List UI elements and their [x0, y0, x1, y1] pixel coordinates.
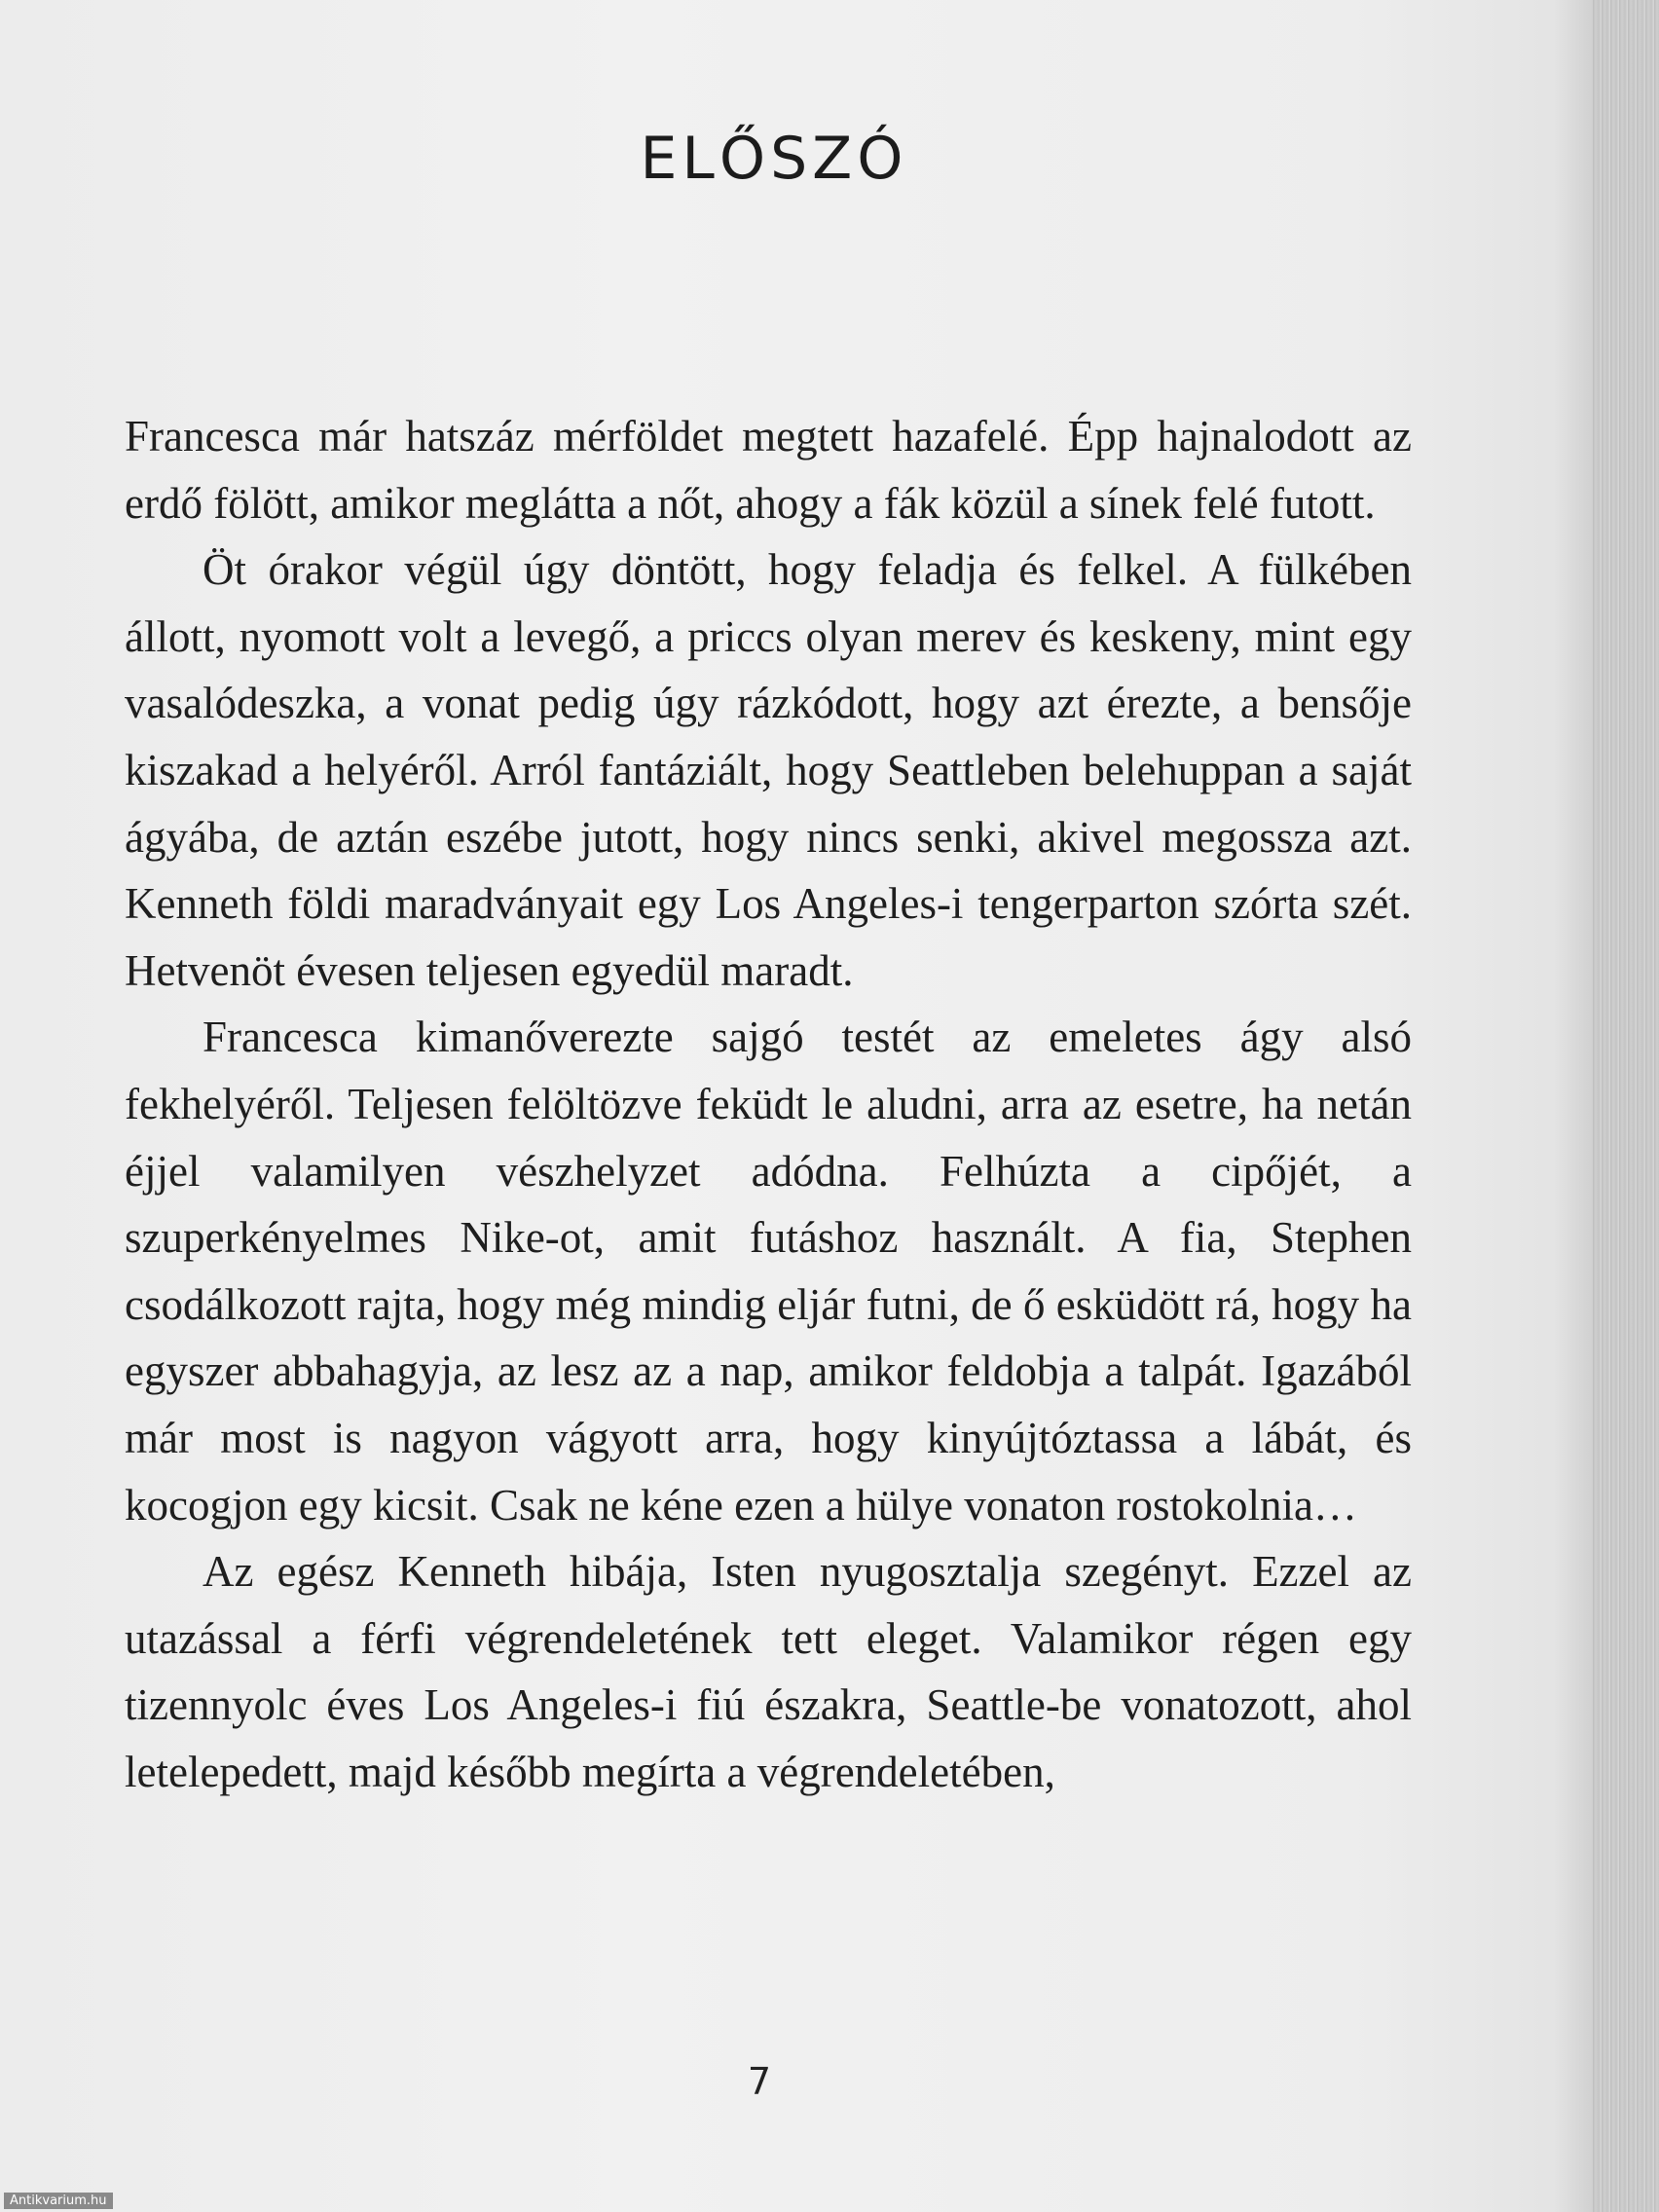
- page-shadow: [1554, 0, 1593, 2212]
- paragraph-1: Francesca már hatszáz mérföldet megtett hazafelé. Épp hajnalodott az erdő fölött, amikor meglátta a nőt, ahogy a fák közül a sínek felé futott.: [125, 412, 1412, 528]
- paragraph-2: Öt órakor végül úgy döntött, hogy feladja és felkel. A fülkében állott, nyomott volt a levegő, a priccs olyan merev és keskeny, mint egy vasalódeszka, a vonat pedig úgy rázkódott, hogy azt érezte, a bensője kiszakad a helyéről. Arról fantáziált, hogy Seattleben belehuppan a saját ágyába, de aztán eszébe jutott, hogy nincs senki, akivel megossza azt. Kenneth földi maradványait egy Los Angeles-i tengerparton szórta szét. Hetvenöt évesen teljesen egyedül maradt.: [125, 545, 1412, 995]
- watermark: Antikvarium.hu: [4, 2193, 113, 2209]
- paragraph-4: Az egész Kenneth hibája, Isten nyugosztalja szegényt. Ezzel az utazással a férfi végrendeletének tett eleget. Valamikor régen egy tizennyolc éves Los Angeles-i fiú északra, Seattle-be vonatozott, ahol letelepedett, majd később megírta a végrendeletében,: [125, 1547, 1412, 1796]
- chapter-title: ELŐSZÓ: [640, 125, 908, 193]
- page-number: 7: [747, 2060, 772, 2103]
- chapter-body: [125, 403, 1412, 1805]
- paragraph-3: Francesca kimanőverezte sajgó testét az emeletes ágy alsó fekhelyéről. Teljesen felöltözve feküdt le aludni, arra az esetre, ha netán éjjel valamilyen vészhelyzet adódna. Felhúzta a cipőjét, a szuperkényelmes Nike-ot, amit futáshoz használt. A fia, Stephen csodálkozott rajta, hogy még mindig eljár futni, de ő esküdött rá, hogy ha egyszer abbahagyja, az lesz az a nap, amikor feldobja a talpát. Igazából már most is nagyon vágyott arra, hogy kinyújtóztassa a lábát, és kocogjon egy kicsit. Csak ne kéne ezen a hülye vonaton rostokolnia…: [125, 1013, 1412, 1530]
- page-stack-edge: [1593, 0, 1659, 2212]
